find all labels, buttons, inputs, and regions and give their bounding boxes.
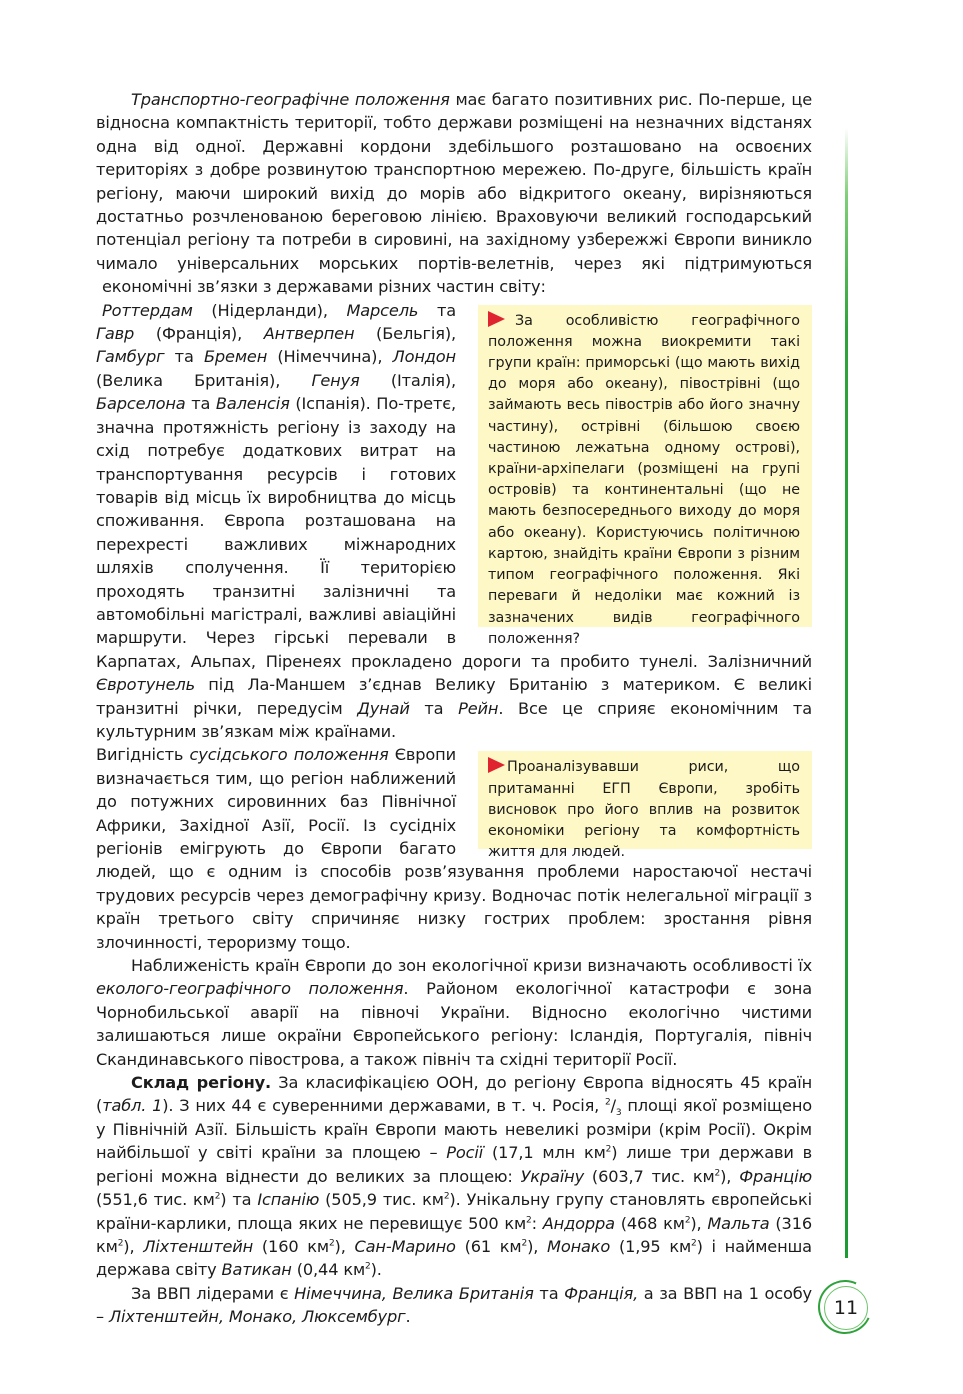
text: ),	[334, 1236, 355, 1256]
country-malta: Мальта	[707, 1213, 770, 1233]
play-arrow-icon	[488, 311, 505, 327]
text: .	[405, 1307, 411, 1327]
country-spain: Іспанію	[257, 1190, 320, 1210]
text: ),	[527, 1236, 548, 1256]
text: та	[418, 300, 456, 320]
term-transport-position: Транспортно-географічне положення	[131, 90, 450, 109]
place-danube: Дунай	[357, 698, 410, 718]
country-vatican: Ватикан	[221, 1260, 292, 1280]
term-neighbor-position: сусідського положення	[189, 745, 389, 765]
text: (Нідерланди),	[192, 300, 347, 320]
text: :	[531, 1213, 543, 1233]
text: Європи визначається тим, що регіон наближений до потужних сировинних баз Північної Африки, Західної Азії, Росії. Із сусідніх регіонів емігрують до Європи багато людей, що є одним із способів розв’язування проблеми наростаючої нестачі трудових ресурсів через демографічну кризу. Водночас потік нелегальної міграції з країн третього світу спричиняє низку гострих проблем: зростання рівня злочинності, тероризму тощо.	[96, 745, 812, 952]
text: ) і найменша держава світу	[96, 1236, 812, 1280]
gdp-leader-france: Франція,	[564, 1283, 639, 1303]
square-superscript: 2	[117, 1238, 124, 1249]
country-monaco: Монако	[547, 1236, 611, 1256]
paragraph-ecological-position	[96, 954, 812, 1071]
square-superscript: 2	[691, 1238, 697, 1249]
paragraph-region-composition	[96, 1071, 812, 1282]
text: (61 км	[455, 1236, 522, 1256]
text: ) та	[220, 1190, 258, 1210]
square-superscript: 2	[443, 1191, 450, 1202]
task-note-text: За особливістю географічного положення можна виокремити такі групи країн: приморські (що мають вихід до моря або океану), півострівні (що займають весь півострів або його значну частину), острівні (більшою своєю частиною лежатьна одному острові), країни-архіпелаги (розміщені на групі островів) та континентальні (що не мають безпосереднього виходу до моря або океану). Користуючись політичною картою, знайдіть країни Європи з різним типом географічного положення. Які переваги й недоліки має кожний із зазначених видів географічного положення?	[488, 312, 800, 647]
country-andorra: Андорра	[542, 1213, 615, 1233]
text: ).	[370, 1260, 382, 1280]
text: ). Унікальну групу становлять європейські країни-карлики, площа яких не перевищує 500 км	[96, 1190, 812, 1233]
place-genoa: Генуя	[311, 370, 360, 390]
text: (Іспанія). По-третє, значна протяжність регіону із заходу на схід потребує додаткових витрат на транспортування ресурсів і готових товарів від місць їх виробництва до місць споживання. Європа розташована на перехресті важливих міжнародних шляхів сполучення. Її територією проходять транзитні залізничні та автомобільні магістралі, важливі авіаційні маршрути. Через гірські перевали в Карпатах, Альпах, Піренеях прокладено дороги та пробито тунелі. Залізничний	[96, 394, 812, 671]
text: (Німеччина),	[267, 347, 393, 367]
text: (17,1 млн км	[483, 1143, 606, 1163]
place-antwerp: Антверпен	[263, 324, 355, 344]
country-russia: Росії	[446, 1143, 484, 1163]
text: (Велика Британія),	[96, 370, 312, 390]
page-body	[96, 88, 812, 1329]
place-valencia: Валенсія	[215, 394, 290, 414]
play-arrow-icon	[488, 757, 505, 773]
text: ),	[720, 1166, 740, 1186]
text: . Все це сприяє економічним та культурним зв’язкам між країнами.	[96, 698, 812, 741]
place-eurotunnel: Євротунель	[96, 675, 195, 695]
text: та	[185, 394, 216, 414]
text: (Франція),	[134, 324, 264, 344]
text: Наближеність країн Європи до зон екологічної кризи визначають особливості їх	[131, 956, 812, 976]
fraction-slash: /	[610, 1096, 616, 1116]
paragraph-gdp-leaders	[96, 1282, 812, 1329]
fraction-numerator: 2	[605, 1098, 611, 1109]
text: (468 км	[614, 1213, 685, 1233]
country-san-marino: Сан-Марино	[354, 1236, 456, 1256]
table-reference: табл. 1	[102, 1096, 163, 1116]
text: (603,7 тис. км	[584, 1166, 715, 1186]
text: (0,44 км	[291, 1260, 366, 1280]
text: а за ВВП на 1 особу –	[96, 1283, 812, 1327]
text: За ВВП лідерами є	[131, 1283, 295, 1303]
country-ukraine: Україну	[520, 1166, 585, 1186]
heading-region-composition: Склад регіону.	[131, 1073, 272, 1093]
square-superscript: 2	[605, 1144, 612, 1155]
gdp-per-capita-leaders: Ліхтенштейн, Монако, Люксембург	[108, 1307, 406, 1327]
text: площі якої розміщено у Північній Азії. Більшість країн Європи мають невеликі розміри (крім Росії). Окрім найбільшої у світі країни за площею –	[96, 1096, 813, 1163]
country-liechtenstein: Ліхтенштейн	[143, 1236, 254, 1256]
fraction-denominator: 3	[615, 1108, 622, 1119]
place-rotterdam: Роттердам	[102, 300, 193, 320]
square-superscript: 2	[526, 1215, 532, 1226]
page-number-badge	[818, 1280, 872, 1334]
text: має багато позитивних рис. По-перше, це відносна компактність території, тобто держави розміщені на незначних відстанях одна від одної. Державні кордони здебільшого розташовано на освоєних територіях з добре розвинутою транспортною мережею. По-друге, більшість країн регіону, маючи широкий вихід до морів або відкритого океану, вирізняються достатньо розчленованою береговою лінією. Враховуючи великий господарський потенціал регіону та потреби в сировині, на західному узбережжі Європи виникло чимало універсальних морських портів-велетнів, через які підтримуються економічні зв’язки з державами різних частин світу:	[96, 90, 813, 297]
task-note-egp-analysis	[478, 751, 812, 861]
text: (Італія),	[359, 370, 456, 390]
place-rhine: Рейн	[458, 698, 499, 718]
task-note-geographic-position	[478, 305, 812, 647]
place-london: Лондон	[392, 347, 456, 367]
page-number: 11	[824, 1286, 868, 1330]
text: (505,9 тис. км	[319, 1190, 444, 1210]
text: ). З них 44 є суверенними державами, в т. ч. Росія,	[162, 1096, 606, 1116]
text: (160 км	[253, 1236, 329, 1256]
text: (551,6 тис. км	[96, 1190, 215, 1210]
place-hamburg: Гамбург	[96, 347, 165, 367]
text: (316 км	[96, 1213, 812, 1256]
gdp-leaders-list: Німеччина, Велика Британія	[294, 1283, 534, 1303]
square-superscript: 2	[521, 1238, 528, 1249]
place-marseille: Марсель	[346, 300, 419, 320]
country-france: Францію	[739, 1166, 812, 1186]
place-le-havre: Гавр	[96, 324, 135, 344]
term-ecological-position: еколого-географічного положення	[96, 979, 404, 999]
text: (Бельгія),	[354, 324, 457, 344]
text: та	[409, 698, 459, 718]
text: Вигідність	[96, 745, 190, 765]
place-barcelona: Барселона	[96, 394, 186, 414]
task-note-text: Проаналізувавши риси, що притаманні ЕГП Європи, зробіть висновок про його вплив на розвиток економіки регіону та комфортність життя для людей.	[488, 759, 800, 861]
square-superscript: 2	[714, 1168, 721, 1179]
paragraph-transport-position	[96, 88, 812, 299]
text: ),	[690, 1213, 708, 1233]
square-superscript: 2	[684, 1215, 691, 1226]
square-superscript: 2	[328, 1238, 335, 1249]
text: . Районом екологічної катастрофи є зона Чорнобильської аварії на півночі України. Відносно екологічно чистими залишаються лише окраїни Європейського регіону: Ісландія, Португалія, північ Скандинавського півострова, а також північ та східні території Росії.	[96, 979, 812, 1069]
place-bremen: Бремен	[203, 347, 268, 367]
margin-accent-line	[845, 128, 848, 1258]
square-superscript: 2	[365, 1261, 371, 1272]
text: ) лише три держави в регіоні можна віднести до великих за площею:	[96, 1143, 812, 1186]
text: та	[164, 347, 204, 367]
text: За класифікацією ООН, до регіону Європа відносять 45 країн (	[96, 1073, 812, 1116]
square-superscript: 2	[214, 1191, 221, 1202]
text: під Ла-Маншем з’єднав Велику Британію з материком. Є великі транзитні річки, передусім	[96, 675, 812, 718]
text: ),	[123, 1236, 144, 1256]
text: (1,95 км	[610, 1236, 692, 1256]
text: та	[533, 1283, 565, 1303]
